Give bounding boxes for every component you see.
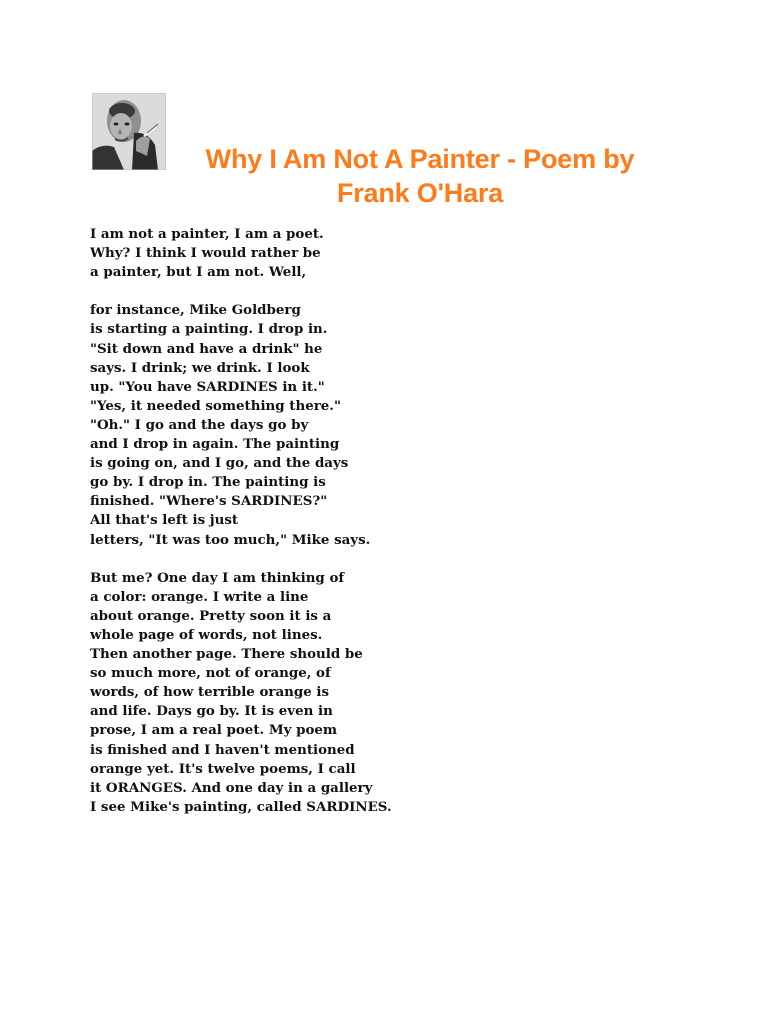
poem-line: "Sit down and have a drink" he — [90, 340, 323, 357]
poem-title-line: Why I Am Not A Painter - Poem by — [205, 144, 635, 174]
poem-line: is going on, and I go, and the days — [90, 455, 349, 472]
poem-line: All that's left is just — [90, 512, 239, 529]
poem-line: a color: orange. I write a line — [90, 588, 309, 605]
poem-line: for instance, Mike Goldberg — [90, 302, 301, 319]
author-portrait — [92, 93, 166, 170]
poem-line: prose, I am a real poet. My poem — [90, 722, 338, 739]
author-portrait-image — [92, 93, 166, 170]
poem-stanza — [90, 301, 410, 549]
poem-line: so much more, not of orange, of — [90, 665, 331, 682]
poem-line: "Yes, it needed something there." — [90, 397, 341, 414]
poem-line: words, of how terrible orange is — [90, 684, 330, 701]
poem-line: and I drop in again. The painting — [90, 436, 340, 453]
poem-line: letters, "It was too much," Mike says. — [90, 531, 371, 548]
poem-line: But me? One day I am thinking of — [90, 569, 345, 586]
poem-line: is starting a painting. I drop in. — [90, 321, 328, 338]
poem-title — [170, 142, 670, 210]
poem-line: go by. I drop in. The painting is — [90, 474, 326, 491]
poem-line: I see Mike's painting, called SARDINES. — [90, 798, 392, 815]
poem-line: is finished and I haven't mentioned — [90, 741, 355, 758]
poem-stanza — [90, 569, 410, 817]
poem-body — [90, 225, 410, 817]
poem-line: I am not a painter, I am a poet. — [90, 226, 324, 242]
poem-line: and life. Days go by. It is even in — [90, 703, 333, 720]
poem-line: whole page of words, not lines. — [90, 626, 323, 643]
poem-line: finished. "Where's SARDINES?" — [90, 493, 328, 510]
poem-stanza — [90, 225, 410, 282]
poem-line: a painter, but I am not. Well, — [90, 264, 307, 281]
poem-line: about orange. Pretty soon it is a — [90, 607, 332, 624]
poem-line: Then another page. There should be — [90, 646, 363, 663]
poem-line: "Oh." I go and the days go by — [90, 416, 309, 433]
poem-title-line: Frank O'Hara — [336, 178, 504, 208]
poem-line: Why? I think I would rather be — [90, 245, 321, 262]
poem-line: it ORANGES. And one day in a gallery — [90, 779, 373, 796]
poem-line: says. I drink; we drink. I look — [90, 359, 310, 376]
poem-line: orange yet. It's twelve poems, I call — [90, 760, 356, 777]
poem-line: up. "You have SARDINES in it." — [90, 378, 325, 395]
